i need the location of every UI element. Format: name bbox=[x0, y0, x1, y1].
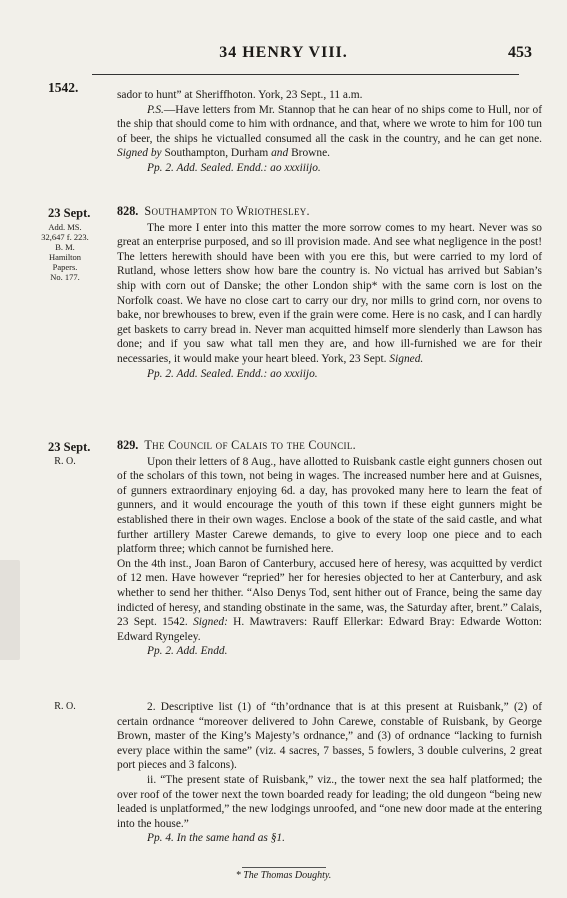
entry-paragraph: Upon their letters of 8 Aug., have allotted to Ruisbank castle eight gunners chosen out of the scholars of this town, not being in wages. The increased number here and at Guisnes, of gunners extraordinary enjoying 6d. a day, has provoked many here to learn the feat of gunners, and it would encourage the youth of this town if these eight gunners might be established there in their own wages. Enclose a book of the state of the said castle, and what further artillery Master Carewe demands, to give to every loop one piece and to each platform three; which cannot be furnished here. bbox=[117, 455, 542, 556]
source-reference: R. O. bbox=[54, 701, 76, 712]
ref-line: 32,647 f. 223. bbox=[41, 232, 89, 242]
signed-label: Signed by bbox=[117, 147, 162, 160]
signed-label: Signed. bbox=[389, 352, 424, 365]
entry-meta: Pp. 2. Add. Sealed. Endd.: ao xxxiijo. bbox=[147, 367, 318, 380]
page-number: 453 bbox=[508, 44, 532, 61]
signer-last: Browne. bbox=[291, 147, 330, 160]
continued-line: sador to hunt” at Sheriffhoton. York, 23 Sept., 11 a.m. bbox=[117, 89, 363, 101]
entry-number: 828. bbox=[117, 204, 139, 218]
ref-line: No. 177. bbox=[50, 272, 80, 282]
signers: H. Mawtravers: Rauff Ellerkar: Edward Bray: Edwarde Wotton: Edward Ryngeley. bbox=[117, 616, 542, 643]
ref-line: Add. MS. bbox=[48, 222, 82, 232]
ref-line: B. M. bbox=[55, 242, 75, 252]
source-reference bbox=[36, 222, 94, 282]
ref-line: Hamilton bbox=[48, 252, 82, 262]
entry-date: 23 Sept. bbox=[48, 440, 91, 454]
signed-label: Signed: bbox=[193, 616, 228, 629]
entry-meta: Pp. 2. Add. Sealed. Endd.: ao xxxiiijo. bbox=[147, 161, 321, 174]
entry-heading bbox=[117, 438, 542, 453]
footnote-rule bbox=[242, 867, 326, 868]
running-title: 34 HENRY VIII. bbox=[219, 44, 348, 61]
binding-watermark bbox=[0, 560, 20, 660]
body-text: On the 4th inst., Joan Baron of Canterbury, accused here of heresy, was acquitted by verdict of 12 men. Have however “repried” her for heresies objected to her at Canterbury, and ask whether to send her thither. “Also Denys Tod, sent hither out of France, being the same day indicted of heresy, and standing obstinate in the same, was, the Saturday after, brent.” Calais, 23 Sept. 1542. bbox=[117, 557, 542, 629]
ps-label: P.S. bbox=[147, 103, 164, 116]
entry-body bbox=[117, 221, 542, 367]
entry-829 bbox=[117, 438, 542, 659]
footnote: * The Thomas Doughty. bbox=[235, 870, 332, 881]
signers: Southampton, Durham bbox=[164, 147, 269, 160]
entry-828 bbox=[117, 204, 542, 381]
entry-meta: Pp. 4. In the same hand as §1. bbox=[147, 832, 285, 845]
entry-number: 829. bbox=[117, 438, 139, 452]
entry-heading bbox=[117, 204, 542, 219]
entry-meta: Pp. 2. Add. Endd. bbox=[147, 645, 228, 658]
ps-text: —Have letters from Mr. Stannop that he can hear of no ships come to Hull, nor of the ship that should come to him with ordnance, and that, where we wrote to him for 100 tun of beer, the ships he victualled consumed all the cask in the country, and he can get none. bbox=[117, 103, 542, 145]
continued-entry bbox=[117, 88, 542, 176]
entry-paragraph bbox=[117, 557, 542, 645]
entry-date: 23 Sept. bbox=[48, 206, 91, 220]
entry-paragraph: 2. Descriptive list (1) of “th’ordnance that is at this present at Ruisbank,” (2) of certain ordnance “moreover delivered to John Carewe, constable of Ruisbank, by George Brown, master of the King’s Majesty’s ordnance,” and (3) of ordnance “lacking to furnish every place within the same” (viz. 4 sacres, 7 basses, 5 fowlers, 3 double culverins, 2 great port pieces and 3 falcons). bbox=[117, 701, 542, 772]
header-rule bbox=[92, 74, 519, 75]
ref-line: Papers. bbox=[52, 262, 78, 272]
source-reference: R. O. bbox=[54, 456, 76, 467]
entry-paragraph: ii. “The present state of Ruisbank,” viz., the tower next the sea half platformed; the over roof of the tower next the town boarded ready for leading; the old dungeon “being new leaded is unplatformed,” the new lodgings unroofed, and “one new door made at the entering into the house.” bbox=[117, 773, 542, 830]
entry-829-part2 bbox=[117, 700, 542, 846]
body-text: The more I enter into this matter the more sorrow comes to my heart. Never was so great an enterprise purposed, and so ill provision made. And see what negligence in the post! The letters herewith should have been with you ere this, but were carried to my lord of Rutland, whose letters show how bare the country is. No victual has arrived but Sabian’s ship with corn out of Danske; the other London ship* with the same corn is lost on the Norfolk coast. We have no close cart to carry our dry, nor mills to grind corn, nor ovens to bake, nor brewhouses to brew, even if the grain were come. Here is no cask, and I can hardly get baskets to carry bread in. Never man acquitted himself more slenderly than Lawson has done; and if you saw what tall men they are, and how ill-furnished we are for their necessaries, it would make your heart bleed. York, 23 Sept. bbox=[117, 221, 542, 365]
and-word: and bbox=[271, 147, 289, 160]
postscript bbox=[117, 103, 542, 161]
entry-title: The Council of Calais to the Council. bbox=[144, 438, 357, 452]
year-marker: 1542. bbox=[48, 80, 79, 95]
entry-title: Southampton to Wriothesley. bbox=[144, 204, 310, 218]
